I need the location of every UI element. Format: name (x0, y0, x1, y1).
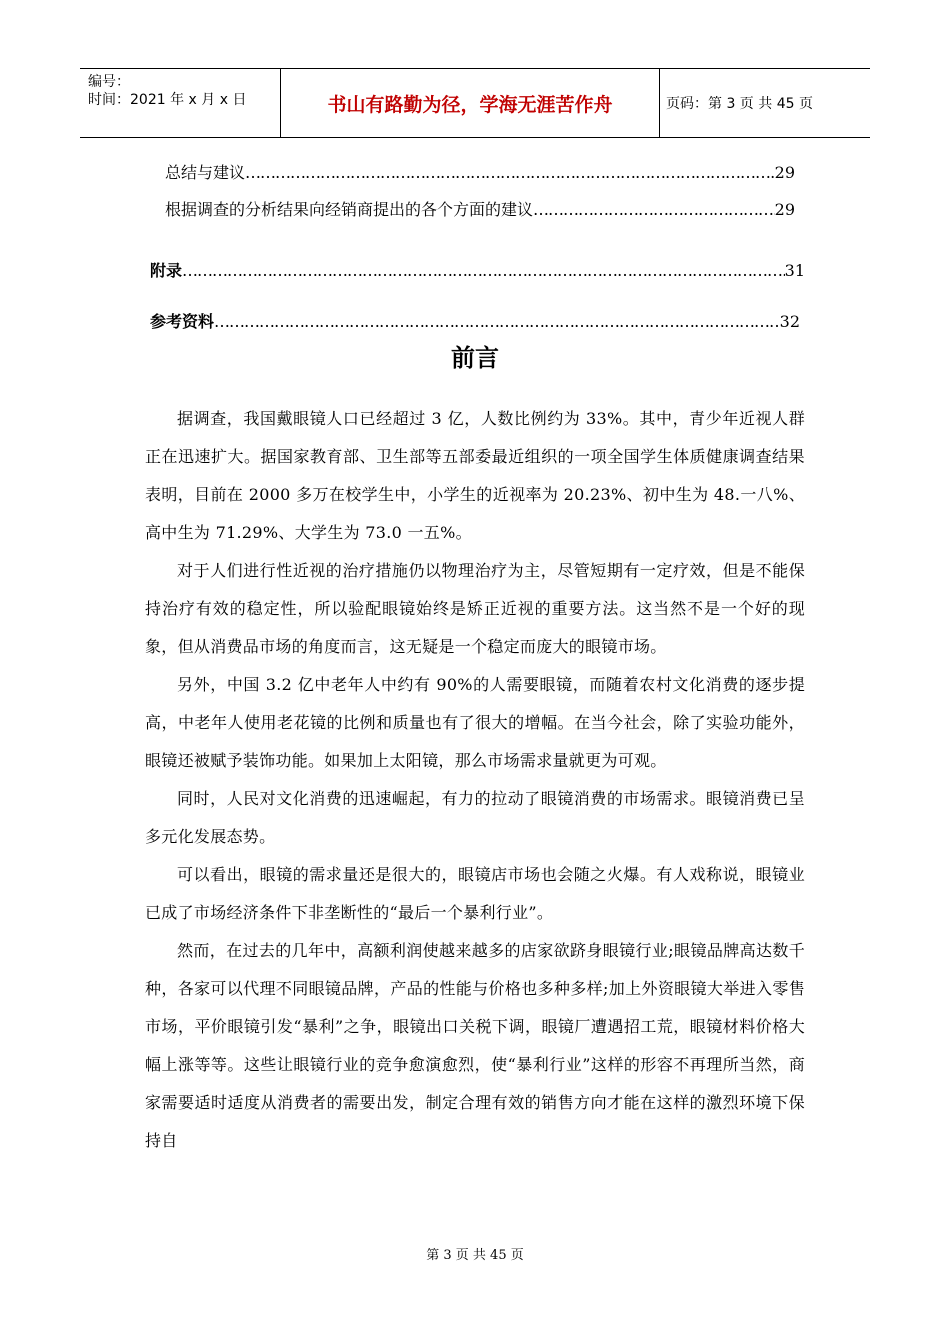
toc-entry-label: 参考资料 (150, 312, 215, 331)
toc-entry[interactable] (150, 258, 805, 281)
toc-entry-page: 32 (779, 312, 800, 331)
header-page-info: 页码：第 3 页 共 45 页 (666, 96, 813, 112)
paragraph: 然而，在过去的几年中，高额利润使越来越多的店家欲跻身眼镜行业;眼镜品牌高达数千种，各家可以代理不同眼镜品牌，产品的性能与价格也多种多样;加上外资眼镜大举进入零售市场，平价眼镜引发“暴利”之争，眼镜出口关税下调，眼镜厂遭遇招工荒，眼镜材料价格大幅上涨等等。这些让眼镜行业的竞争愈演愈烈，使“暴利行业”这样的形容不再理所当然，商家需要适时适度从消费者的需要出发，制定合理有效的销售方向才能在这样的激烈环境下保持自 (145, 941, 805, 1150)
paragraph: 同时，人民对文化消费的迅速崛起，有力的拉动了眼镜消费的市场需求。眼镜消费已呈多元化发展态势。 (145, 789, 805, 846)
paragraph: 可以看出，眼镜的需求量还是很大的，眼镜店市场也会随之火爆。有人戏称说，眼镜业已成了市场经济条件下非垄断性的“最后一个暴利行业”。 (145, 865, 805, 922)
toc-leader (533, 200, 775, 219)
toc-entry[interactable] (165, 160, 795, 183)
page-header (80, 68, 870, 138)
serial-label: 编号： (88, 74, 130, 90)
paragraph: 对于人们进行性近视的治疗措施仍以物理治疗为主，尽管短期有一定疗效，但是不能保持治疗有效的稳定性，所以验配眼镜始终是矫正近视的重要方法。这当然不是一个好的现象，但从消费品市场的角度而言，这无疑是一个稳定而庞大的眼镜市场。 (145, 561, 805, 656)
header-motto: 书山有路勤为径，学海无涯苦作舟 (281, 69, 660, 137)
toc-entry-page: 29 (774, 163, 795, 182)
toc-leader (245, 163, 775, 182)
toc-leader (214, 312, 780, 331)
toc-entry-label: 根据调查的分析结果向经销商提出的各个方面的建议 (165, 200, 534, 219)
time-label: 时间：2021 年 x 月 x 日 (88, 92, 247, 108)
toc-entry-label: 总结与建议 (165, 163, 246, 182)
toc-entry-page: 31 (784, 261, 805, 280)
toc-entry[interactable] (165, 197, 795, 220)
section-title: 前言 (451, 344, 499, 372)
toc-entry-page: 29 (774, 200, 795, 219)
toc-entry[interactable] (150, 309, 800, 332)
toc-entry-label: 附录 (150, 261, 183, 280)
paragraph: 另外，中国 3.2 亿中老年人中约有 90%的人需要眼镜，而随着农村文化消费的逐步提高，中老年人使用老花镜的比例和质量也有了很大的增幅。在当今社会，除了实验功能外，眼镜还被赋予装饰功能。如果加上太阳镜，那么市场需求量就更为可观。 (145, 675, 805, 770)
body-text (145, 400, 805, 1160)
page-footer: 第 3 页 共 45 页 (426, 1248, 524, 1263)
toc-leader (182, 261, 785, 280)
header-meta (80, 69, 281, 137)
paragraph: 据调查，我国戴眼镜人口已经超过 3 亿，人数比例约为 33%。其中，青少年近视人群正在迅速扩大。据国家教育部、卫生部等五部委最近组织的一项全国学生体质健康调查结果表明，目前在 2000 多万在校学生中，小学生的近视率为 20.23%、初中生为 48.一八%、高中生为 71.29%、大学生为 73.0 一五%。 (145, 409, 805, 542)
